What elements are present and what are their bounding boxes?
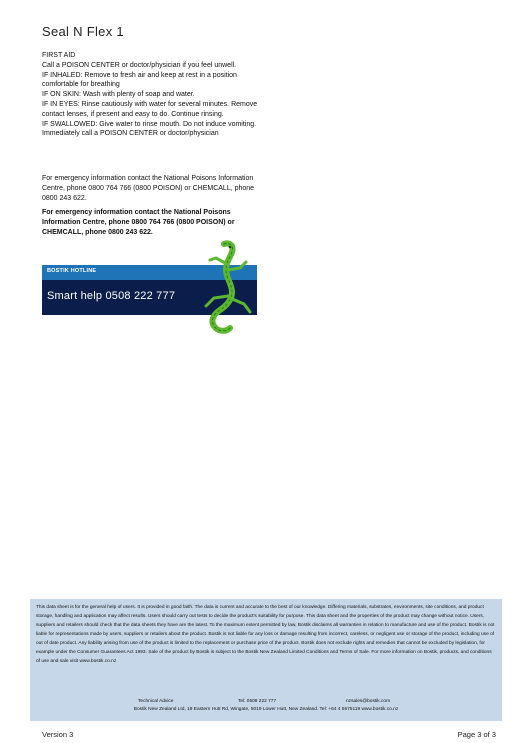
sales-email: nzsales@bostik.com xyxy=(346,699,391,704)
page-number: Page 3 of 3 xyxy=(457,730,496,739)
page-title: Seal N Flex 1 xyxy=(42,24,124,39)
first-aid-line: IF INHALED: Remove to fresh air and keep at rest in a position comfortable for breathing xyxy=(42,71,237,89)
first-aid-line: IF IN EYES: Rinse cautiously with water for several minutes. Remove contact lenses, if present and easy to do. Continue rinsing. xyxy=(42,100,258,118)
company-address: Bostik New Zealand Ltd, 19 Eastern Hutt Rd, Wingate, 5019 Lower Hutt, New Zealand. Tel: +64 4 5675119 www.bostik.co.nz xyxy=(133,707,399,712)
first-aid-section xyxy=(42,51,264,139)
hotline-label: BOSTIK HOTLINE xyxy=(47,268,97,274)
emergency-info: For emergency information contact the National Poisons Information Centre, phone 0800 764 766 (0800 POISON) or CHEMCALL, phone 0800 243 622. xyxy=(42,175,255,202)
version-label: Version 3 xyxy=(42,730,74,739)
first-aid-line: IF ON SKIN: Wash with plenty of soap and water. xyxy=(42,91,195,99)
first-aid-heading: FIRST AID xyxy=(42,52,76,59)
disclaimer-text: This data sheet is for the general help of users. It is provided in good faith. The data is current and accurate to the best of our knowledge. Differing materials, substrates, environments, site conditions, and product storage, handling and application may affect results. Users should carry out tests to decide the product's suitability for purpose. This data sheet and the properties of the product may change without notice. Users, suppliers and retailers should check that the data sheets they have are the latest. To the maximum extent permitted by law, Bostik disclaims all warranties in relation to manufacture and use of the product. Bostik is not liable for representations made by users, suppliers or retailers about the product. Bostik is not liable for any loss or damage resulting from incorrect, careless, or negligent use or storage of the product, including use of out of date product. Any liability arising from use of the product is limited to the replacement or purchase price of the product. Bostik does not exclude rights and remedies that cannot be excluded by legislation, for example under the Consumer Guarantees Act 1993. Sale of the product by Bostik is subject to the Bostik New Zealand Limited Conditions and Terms of Sale. For more information on Bostik, products, and conditions of use and sale visit www.bostik.co.nz xyxy=(36,605,495,664)
gecko-icon xyxy=(180,240,260,340)
technical-advice-label: Technical Advice xyxy=(138,699,174,704)
first-aid-line: Call a POISON CENTER or doctor/physician if you feel unwell. xyxy=(42,61,237,69)
first-aid-line: IF SWALLOWED: Give water to rinse mouth. Do not induce vomiting. Immediately call a POISON CENTER or doctor/physician xyxy=(42,120,257,138)
hotline-phone: Smart help 0508 222 777 xyxy=(47,290,176,302)
disclaimer-box xyxy=(30,599,502,721)
emergency-info-bold: For emergency information contact the National Poisons Information Centre, phone 0800 764 766 (0800 POISON) or CHEMCALL, phone 0800 243 622. xyxy=(42,209,235,236)
technical-advice-phone: Tel: 0508 222 777 xyxy=(238,699,277,704)
